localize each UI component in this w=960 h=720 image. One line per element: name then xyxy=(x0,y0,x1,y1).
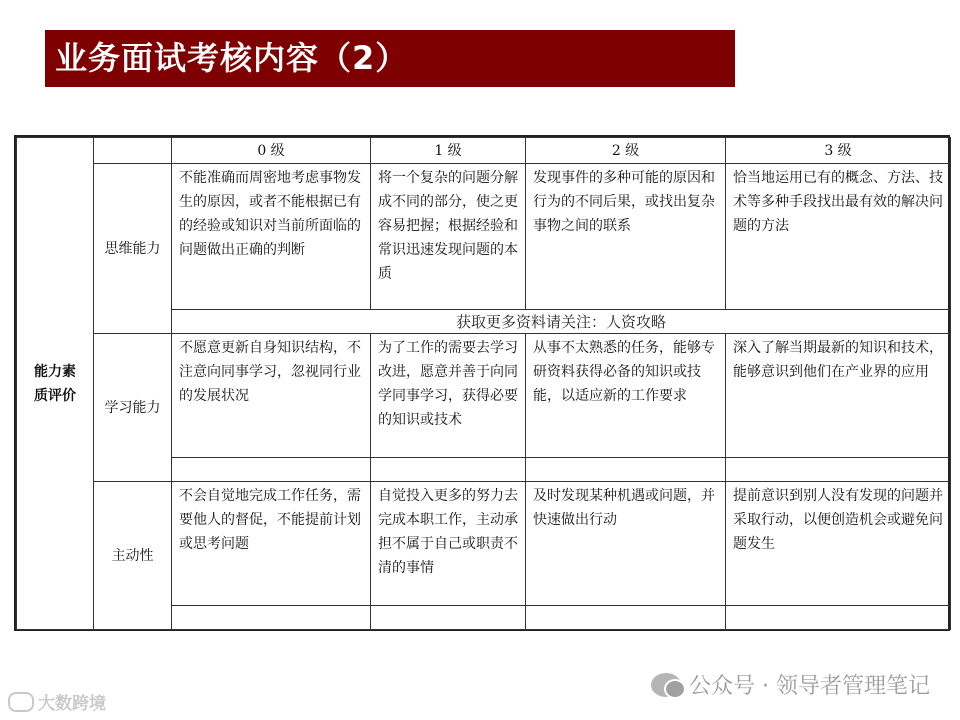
watermark-text: 公众号 · 领导者管理笔记 xyxy=(689,674,930,699)
empty-cell xyxy=(526,458,726,482)
cell-thinking-2: 发现事件的多种可能的原因和行为的不同后果，或找出复杂事物之间的联系 xyxy=(526,164,726,310)
row-label-initiative: 主动性 xyxy=(94,482,172,630)
promo-notice: 获取更多资料请关注：人资攻略 xyxy=(172,310,951,334)
cell-learning-0: 不愿意更新自身知识结构，不注意向同事学习，忽视同行业的发展状况 xyxy=(172,334,371,458)
cell-learning-1: 为了工作的需要去学习改进，愿意并善于向同学同事学习，获得必要的知识或技术 xyxy=(371,334,526,458)
cell-initiative-2: 及时发现某种机遇或问题，并快速做出行动 xyxy=(526,482,726,606)
category-label: 能力素质评价 xyxy=(17,138,94,630)
evaluation-table xyxy=(14,135,950,631)
cell-initiative-1: 自觉投入更多的努力去完成本职工作，主动承担不属于自己或职责不清的事情 xyxy=(371,482,526,606)
header-level-2: 2 级 xyxy=(526,138,726,164)
cell-learning-2: 从事不太熟悉的任务，能够专研资料获得必备的知识或技能，以适应新的工作要求 xyxy=(526,334,726,458)
empty-cell xyxy=(172,606,371,630)
empty-cell xyxy=(726,458,951,482)
row-label-learning: 学习能力 xyxy=(94,334,172,482)
wechat-watermark xyxy=(651,669,930,700)
logo-icon xyxy=(8,692,34,712)
row-label-thinking: 思维能力 xyxy=(94,164,172,334)
empty-cell xyxy=(726,606,951,630)
header-corner xyxy=(94,138,172,164)
header-level-1: 1 级 xyxy=(371,138,526,164)
header-level-3: 3 级 xyxy=(726,138,951,164)
cell-thinking-3: 恰当地运用已有的概念、方法、技术等多种手段找出最有效的解决问题的方法 xyxy=(726,164,951,310)
cell-thinking-1: 将一个复杂的问题分解成不同的部分，使之更容易把握；根据经验和常识迅速发现问题的本质 xyxy=(371,164,526,310)
corner-logo xyxy=(8,689,106,714)
logo-text: 大数跨境 xyxy=(38,694,106,714)
cell-learning-3: 深入了解当期最新的知识和技术，能够意识到他们在产业界的应用 xyxy=(726,334,951,458)
wechat-icon xyxy=(651,673,681,697)
cell-initiative-0: 不会自觉地完成工作任务，需要他人的督促，不能提前计划或思考问题 xyxy=(172,482,371,606)
empty-cell xyxy=(526,606,726,630)
cell-thinking-0: 不能准确而周密地考虑事物发生的原因，或者不能根据已有的经验或知识对当前所面临的问题做出正确的判断 xyxy=(172,164,371,310)
empty-cell xyxy=(371,606,526,630)
page-title: 业务面试考核内容（2） xyxy=(45,30,735,87)
header-level-0: 0 级 xyxy=(172,138,371,164)
cell-initiative-3: 提前意识到别人没有发现的问题并采取行动，以便创造机会或避免问题发生 xyxy=(726,482,951,606)
empty-cell xyxy=(172,458,371,482)
empty-cell xyxy=(371,458,526,482)
